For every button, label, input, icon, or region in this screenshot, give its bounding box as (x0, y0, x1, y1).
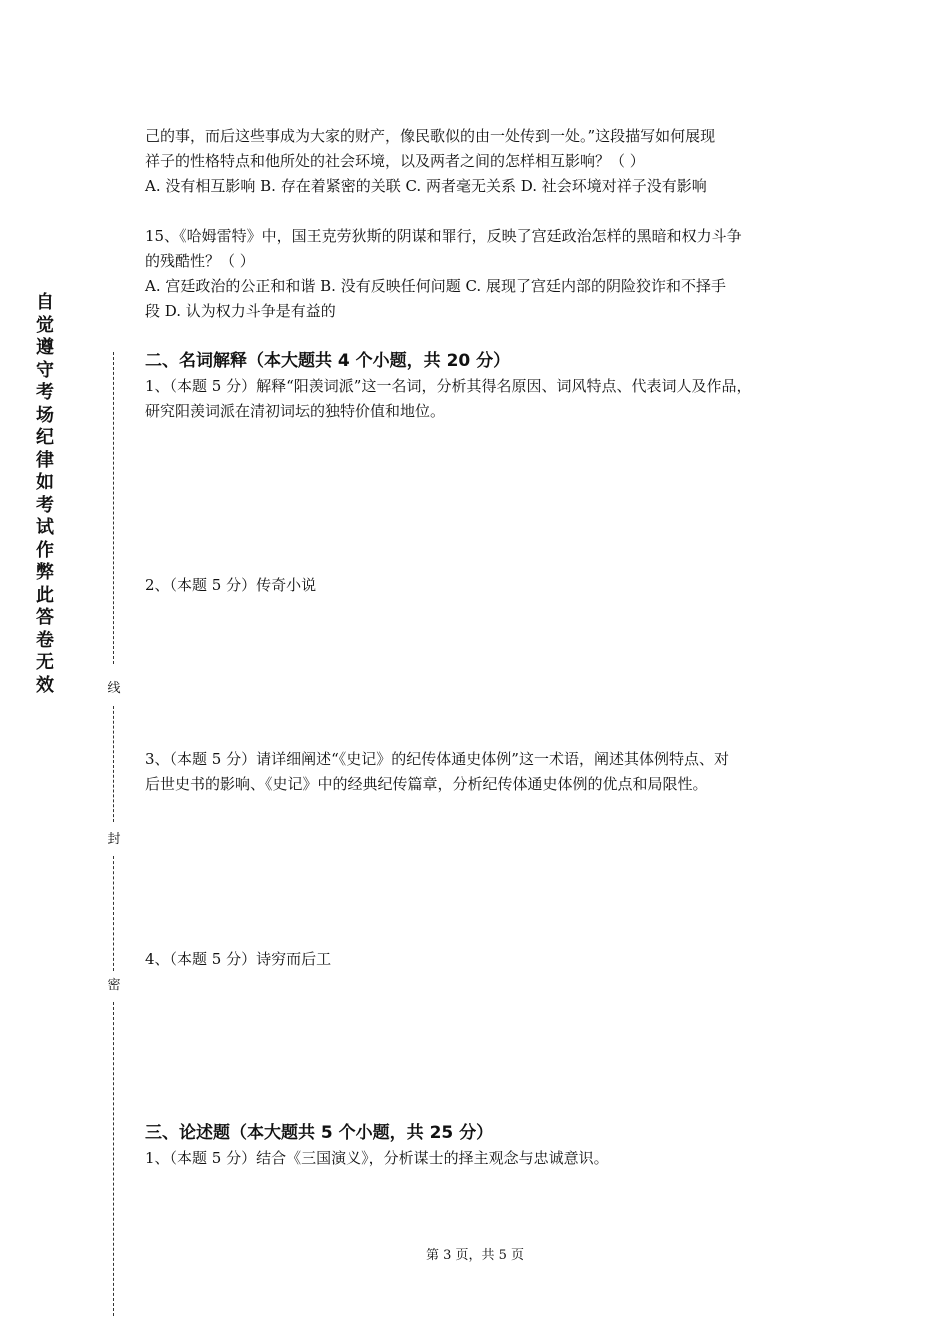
section3-q1: 1、（本题 5 分）结合《三国演义》，分析谋士的择主观念与忠诚意识。 (145, 1149, 609, 1167)
section2-q3-line2: 后世史书的影响、《史记》中的经典纪传篇章，分析纪传体通史体例的优点和局限性。 (145, 775, 708, 793)
section2-q3-line1: 3、（本题 5 分）请详细阐述“《史记》的纪传体通史体例”这一术语，阐述其体例特点、对 (145, 750, 729, 768)
binding-mark-line: 线 (107, 681, 121, 696)
q15-options-line1: A. 宫廷政治的公正和和谐 B. 没有反映任何问题 C. 展现了宫廷内部的阴险狡诈和不择手 (145, 277, 726, 295)
binding-mark-seal: 封 (107, 832, 121, 847)
q15-options-line2: 段 D. 认为权力斗争是有益的 (145, 302, 336, 320)
q15-text-line1: 15、《哈姆雷特》中，国王克劳狄斯的阴谋和罪行，反映了宫廷政治怎样的黑暗和权力斗争 (145, 227, 742, 245)
section2-title: 二、名词解释（本大题共 4 个小题，共 20 分） (145, 351, 511, 371)
q15-text-line2: 的残酷性？（ ） (145, 252, 255, 270)
section3-title: 三、论述题（本大题共 5 个小题，共 25 分） (145, 1123, 494, 1143)
q14-text-line2: 祥子的性格特点和他所处的社会环境，以及两者之间的怎样相互影响？（ ） (145, 152, 645, 170)
q14-text-line1: 己的事，而后这些事成为大家的财产，像民歌似的由一处传到一处。”这段描写如何展现 (145, 127, 716, 145)
section2-q4: 4、（本题 5 分）诗穷而后工 (145, 950, 332, 968)
exam-rule-vertical-text: 自觉遵守考场纪律如考试作弊此答卷无效 (36, 292, 54, 696)
page-number: 第 3 页，共 5 页 (425, 1248, 525, 1263)
binding-dashed-line-mid2 (113, 856, 114, 971)
binding-mark-secret: 密 (107, 978, 121, 993)
binding-dashed-line-bottom (113, 1002, 114, 1316)
section2-q1-line1: 1、（本题 5 分）解释“阳羡词派”这一名词，分析其得名原因、词风特点、代表词人及作品， (145, 377, 752, 395)
binding-dashed-line-top (113, 352, 114, 664)
binding-dashed-line-mid (113, 706, 114, 822)
section2-q1-line2: 研究阳羡词派在清初词坛的独特价值和地位。 (145, 402, 446, 420)
q14-options: A. 没有相互影响 B. 存在着紧密的关联 C. 两者毫无关系 D. 社会环境对祥子没有影响 (145, 177, 707, 195)
section2-q2: 2、（本题 5 分）传奇小说 (145, 576, 317, 594)
